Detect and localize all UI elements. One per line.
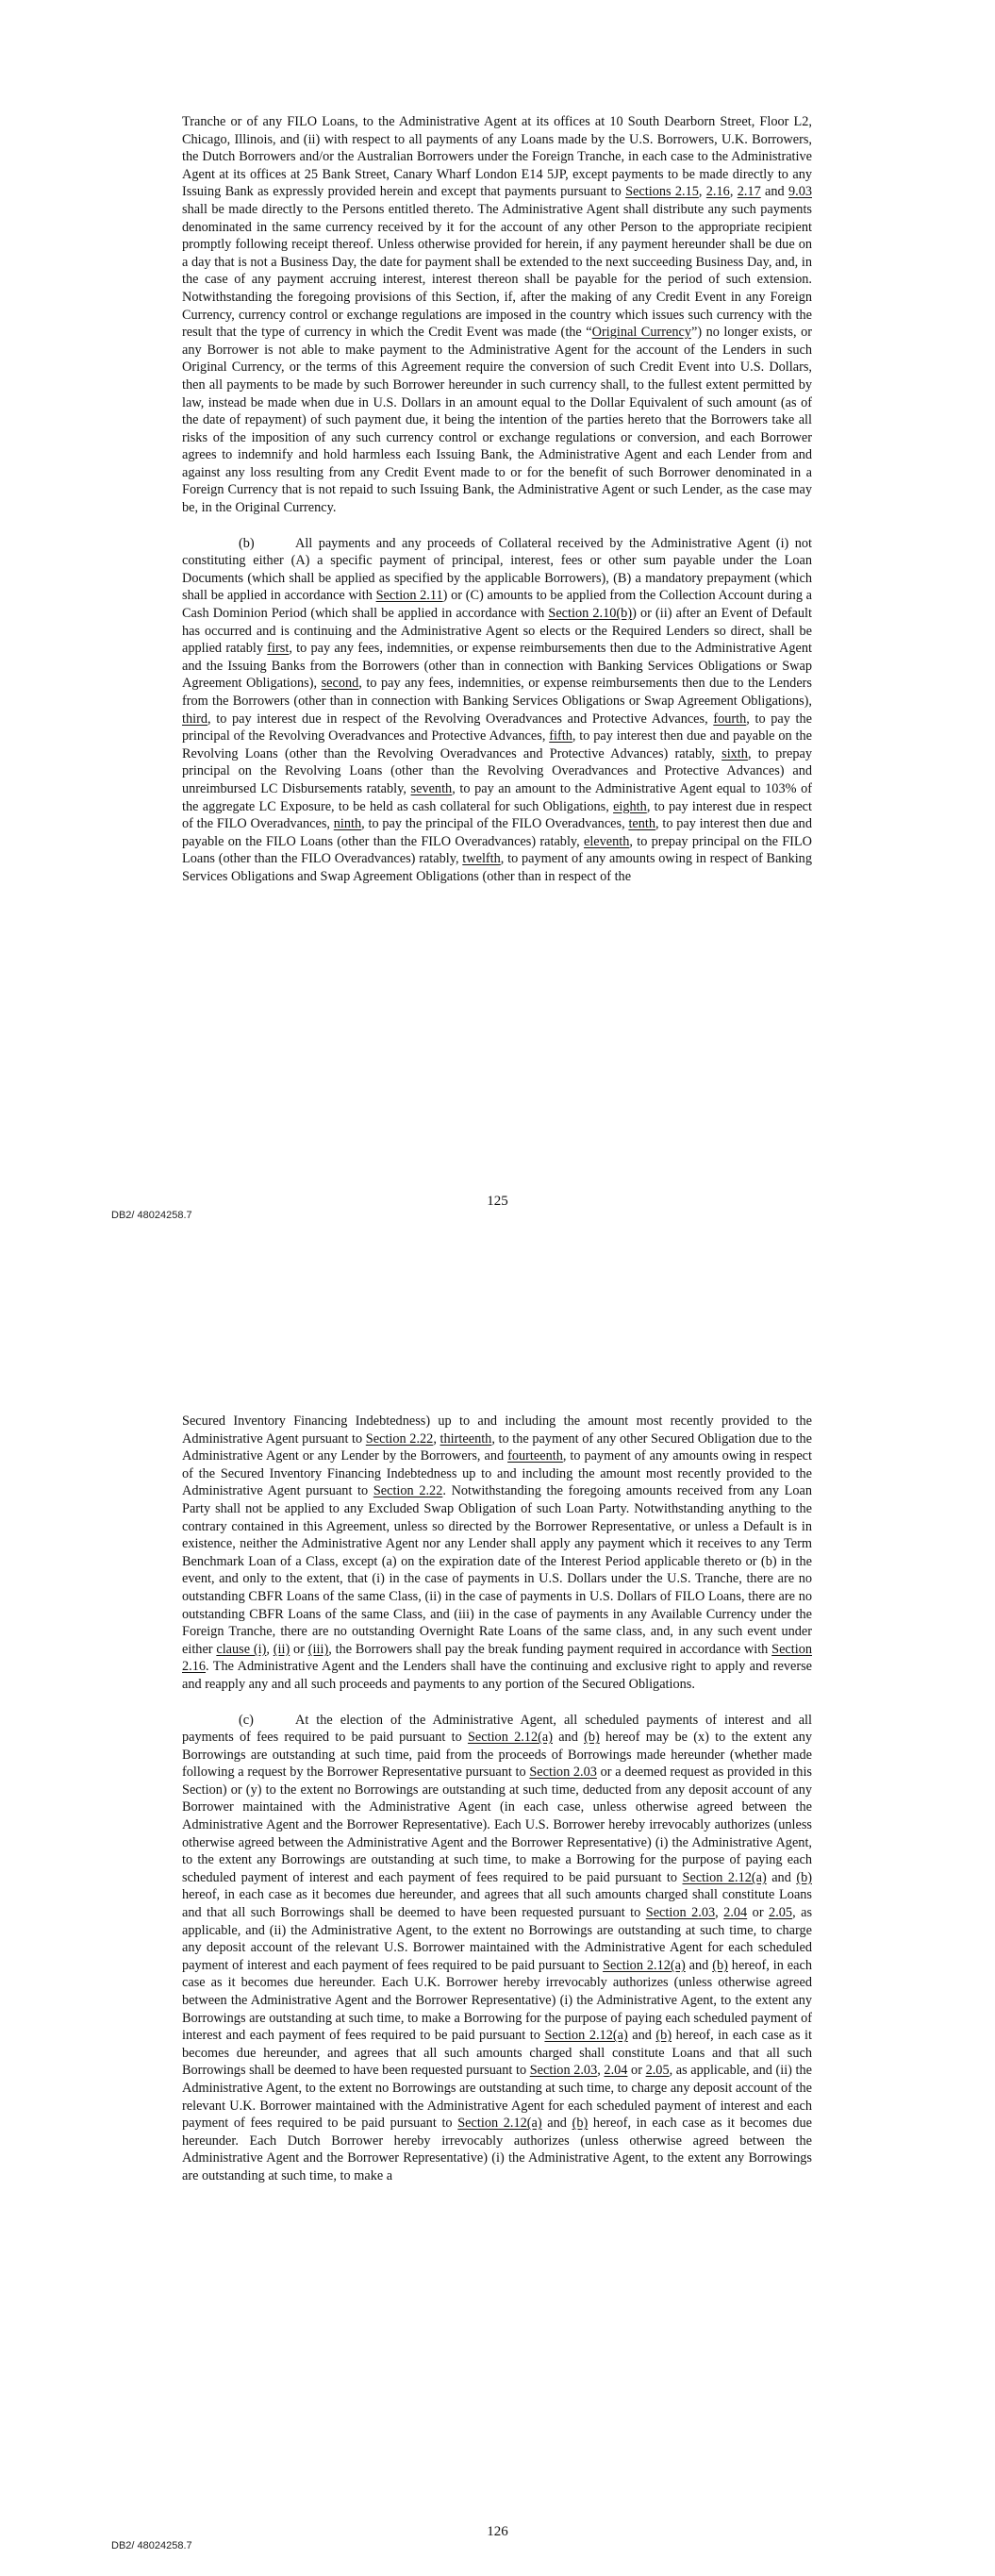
clause-ref: (ii) [273, 1641, 290, 1657]
defined-term: Original Currency [591, 325, 691, 341]
section-ref: Section 2.10(b) [548, 606, 633, 622]
ordinal-term: fourth [713, 711, 747, 727]
section-ref: Section 2.12(a) [457, 2116, 542, 2132]
paragraph-c: (c) At the election of the Administrative Agent, all scheduled payments of interest and all payments of fees required to be paid pursuant to Section 2.12(a) and (b) hereof may be (x) to the extent any Borrowings are outstanding at such time, paid from the proceeds of Borrowings made hereunder (whether made following a request by the Borrower Representative pursuant to Section 2.03 or a deemed request as provided in this Section) or (y) to the extent no Borrowings are outstanding at such time, deducted from any deposit account of any Borrower maintained with the Administrative Agent (in each case, unless otherwise agreed between the Administrative Agent and the Borrower Representative). Each U.S. Borrower hereby irrevocably authorizes (unless otherwise agreed between the Administrative Agent and the Borrower Representative) (i) the Administrative Agent, to the extent any Borrowings are outstanding at such time, to make a Borrowing for the purpose of paying each scheduled payment of interest and each payment of fees required to be paid pursuant to Section 2.12(a) and (b) hereof, in each case as it becomes due hereunder, and agrees that all such amounts charged shall constitute Loans and that all such Borrowings shall be deemed to have been requested pursuant to Section 2.03, 2.04 or 2.05, as applicable, and (ii) the Administrative Agent, to the extent no Borrowings are outstanding at such time, to charge any deposit account of the relevant U.S. Borrower maintained with the Administrative Agent for each scheduled payment of interest and each payment of fees required to be paid pursuant to Section 2.12(a) and (b) hereof, in each case as it becomes due hereunder. Each U.K. Borrower hereby irrevocably authorizes (unless otherwise agreed between the Administrative Agent and the Borrower Representative) (i) the Administrative Agent, to the extent any Borrowings are outstanding at such time, to make a Borrowing for the purpose of paying each scheduled payment of interest and each payment of fees required to be paid pursuant to Section 2.12(a) and (b) hereof, in each case as it becomes due hereunder, and agrees that all such amounts charged shall constitute Loans and that all such Borrowings shall be deemed to have been requested pursuant to Section 2.03, 2.04 or 2.05, as applicable, and (ii) the Administrative Agent, to the extent no Borrowings are outstanding at such time, to charge any deposit account of the relevant U.K. Borrower maintained with the Administrative Agent for each scheduled payment of interest and each payment of fees required to be paid pursuant to Section 2.12(a) and (b) hereof, in each case as it becomes due hereunder. Each Dutch Borrower hereby irrevocably authorizes (unless otherwise agreed between the Administrative Agent and the Borrower Representative) (i) the Administrative Agent, to the extent any Borrowings are outstanding at such time, to make a [182, 1712, 813, 2183]
page-body [182, 113, 812, 904]
section-ref: Section 2.12(a) [682, 1869, 767, 1885]
section-ref: Section 2.03 [529, 2063, 598, 2079]
document-id: DB2/ 48024258.7 [111, 1210, 192, 1221]
section-ref: Section 2.16 [182, 1641, 813, 1675]
clause-ref: (iii) [307, 1641, 329, 1657]
section-ref: (b) [572, 2116, 589, 2132]
clause-ref: clause (i) [216, 1641, 267, 1657]
clause-label: (b) [239, 535, 255, 551]
ordinal-term: first [267, 641, 290, 657]
page-number: 126 [487, 2524, 508, 2539]
section-ref: (b) [584, 1730, 600, 1746]
section-ref: Section 2.11 [375, 588, 443, 604]
ordinal-term: eighth [613, 798, 647, 814]
paragraph-payments-continuation: Tranche or of any FILO Loans, to the Administrative Agent at its offices at 10 South Dearborn Street, Floor L2, Chicago, Illinois, and (ii) with respect to all payments of any Loans made by the U.S. Borrowers, U.K. Borrowers, the Dutch Borrowers and/or the Australian Borrowers under the Foreign Tranche, in each case to the Administrative Agent at its offices at 25 Bank Street, Canary Wharf London E14 5JP, except payments to be made directly to any Issuing Bank as expressly provided herein and except that payments pursuant to Sections 2.15, 2.16, 2.17 and 9.03 shall be made directly to the Persons entitled thereto. The Administrative Agent shall distribute any such payments denominated in the same currency received by it for the account of any other Person to the appropriate recipient promptly following receipt thereof. Unless otherwise provided for herein, if any payment hereunder shall be due on a day that is not a Business Day, the date for payment shall be extended to the next succeeding Business Day, and, in the case of any payment accruing interest, interest thereon shall be payable for the period of such extension. Notwithstanding the foregoing provisions of this Section, if, after the making of any Credit Event in any Foreign Currency, currency control or exchange regulations are imposed in the country which issues such currency with the result that the type of currency in which the Credit Event was made (the “Original Currency”) no longer exists, or any Borrower is not able to make payment to the Administrative Agent for the account of the Lenders in such Original Currency, or the terms of this Agreement require the conversion of such Credit Event into U.S. Dollars, then all payments to be made by such Borrower hereunder in such currency shall, to the fullest extent permitted by law, instead be made when due in U.S. Dollars in an amount equal to the Dollar Equivalent of such amount (as of the date of repayment) of such payment due, it being the intention of the parties hereto that the Borrowers take all risks of the imposition of any such currency control or exchange regulations or conversion, and each Borrower agrees to indemnify and hold harmless each Issuing Bank, the Administrative Agent and each Lender from and against any loss resulting from any Credit Event made to or for the benefit of such Borrower denominated in a Foreign Currency that is not repaid to such Issuing Bank, the Administrative Agent or such Lender, as the case may be, in the Original Currency. [182, 114, 813, 516]
paragraph-b-continuation: Secured Inventory Financing Indebtedness) up to and including the amount most recently provided to the Administrative Agent pursuant to Section 2.22, thirteenth, to the payment of any other Secured Obligation due to the Administrative Agent or any Lender by the Borrowers, and fourteenth, to payment of any amounts owing in respect of the Secured Inventory Financing Indebtedness up to and including the amount most recently provided to the Administrative Agent pursuant to Section 2.22. Notwithstanding the foregoing amounts received from any Loan Party shall not be applied to any Excluded Swap Obligation of such Loan Party. Notwithstanding anything to the contrary contained in this Agreement, unless so directed by the Borrower Representative, or unless a Default is in existence, neither the Administrative Agent nor any Lender shall apply any payment which it receives to any Term Benchmark Loan of a Class, except (a) on the expiration date of the Interest Period applicable thereto or (b) in the event, and only to the extent, that (i) in the case of payments in U.S. Dollars under the U.S. Tranche, there are no outstanding CBFR Loans of the same Class, (ii) in the case of payments in U.S. Dollars of FILO Loans, there are no outstanding CBFR Loans of the same Class, and (iii) in the case of payments in any Available Currency under the Foreign Tranche, there are no outstanding Overnight Rate Loans of the same class, and, in any such event under either clause (i), (ii) or (iii), the Borrowers shall pay the break funding payment required in accordance with Section 2.16. The Administrative Agent and the Lenders shall have the continuing and exclusive right to apply and reverse and reapply any and all such proceeds and payments to any portion of the Secured Obligations. [182, 1413, 813, 1692]
ordinal-term: fourteenth [507, 1448, 563, 1464]
section-ref: Section 2.12(a) [544, 2028, 628, 2044]
page-number: 125 [487, 1194, 508, 1209]
ordinal-term: third [182, 711, 208, 727]
section-ref: 2.16 [705, 184, 730, 200]
section-ref: (b) [796, 1869, 812, 1885]
section-ref: Section 2.12(a) [467, 1730, 553, 1746]
paragraph-b: (b) All payments and any proceeds of Collateral received by the Administrative Agent (i) not constituting either (A) a specific payment of principal, interest, fees or other sum payable under the Loan Documents (which shall be applied as specified by the applicable Borrowers), (B) a mandatory prepayment (which shall be applied in accordance with Section 2.11) or (C) amounts to be applied from the Collection Account during a Cash Dominion Period (which shall be applied in accordance with Section 2.10(b)) or (ii) after an Event of Default has occurred and is continuing and the Administrative Agent so elects or the Required Lenders so direct, shall be applied ratably first, to pay any fees, indemnities, or expense reimbursements then due to the Administrative Agent and the Issuing Banks from the Borrowers (other than in connection with Banking Services Obligations or Swap Agreement Obligations), second, to pay any fees, indemnities, or expense reimbursements then due to the Lenders from the Borrowers (other than in connection with Banking Services Obligations or Swap Agreement Obligations), third, to pay interest due in respect of the Revolving Overadvances and Protective Advances, fourth, to pay the principal of the Revolving Overadvances and Protective Advances, fifth, to pay interest then due and payable on the Revolving Loans (other than the Revolving Overadvances and Protective Advances) ratably, sixth, to prepay principal on the Revolving Loans (other than the Revolving Overadvances and Protective Advances) and unreimbursed LC Disbursements ratably, seventh, to pay an amount to the Administrative Agent equal to 103% of the aggregate LC Exposure, to be held as cash collateral for such Obligations, eighth, to pay interest due in respect of the FILO Overadvances, ninth, to pay the principal of the FILO Overadvances, tenth, to pay interest then due and payable on the FILO Loans (other than the FILO Overadvances) ratably, eleventh, to prepay principal on the FILO Loans (other than the FILO Overadvances) ratably, twelfth, to payment of any amounts owing in respect of Banking Services Obligations and Swap Agreement Obligations (other than in respect of the [182, 535, 813, 884]
ordinal-term: eleventh [583, 833, 630, 849]
ordinal-term: second [321, 676, 359, 692]
ordinal-term: sixth [721, 745, 748, 761]
section-ref: Sections 2.15 [625, 184, 699, 200]
ordinal-term: ninth [333, 816, 362, 832]
section-ref: 2.05 [769, 1905, 793, 1921]
section-ref: 2.04 [604, 2063, 628, 2079]
ordinal-term: twelfth [462, 851, 501, 867]
section-ref: 2.04 [723, 1905, 748, 1921]
page-126 [0, 1288, 995, 2576]
section-ref: Section 2.12(a) [603, 1957, 686, 1973]
document-id: DB2/ 48024258.7 [111, 2540, 192, 2551]
section-ref: 2.17 [737, 184, 761, 200]
section-ref: Section 2.22 [373, 1483, 443, 1499]
section-ref: 2.05 [645, 2063, 670, 2079]
section-ref: (b) [655, 2028, 672, 2044]
section-ref: Section 2.03 [645, 1905, 716, 1921]
ordinal-term: fifth [549, 728, 572, 744]
ordinal-term: seventh [410, 780, 453, 796]
section-ref: 9.03 [788, 184, 813, 200]
page-body [182, 1413, 812, 2203]
section-ref: (b) [712, 1957, 728, 1973]
clause-label: (c) [239, 1712, 254, 1728]
ordinal-term: thirteenth [439, 1430, 492, 1447]
ordinal-term: tenth [628, 816, 656, 832]
section-ref: Section 2.03 [529, 1765, 597, 1781]
section-ref: Section 2.22 [365, 1430, 434, 1447]
